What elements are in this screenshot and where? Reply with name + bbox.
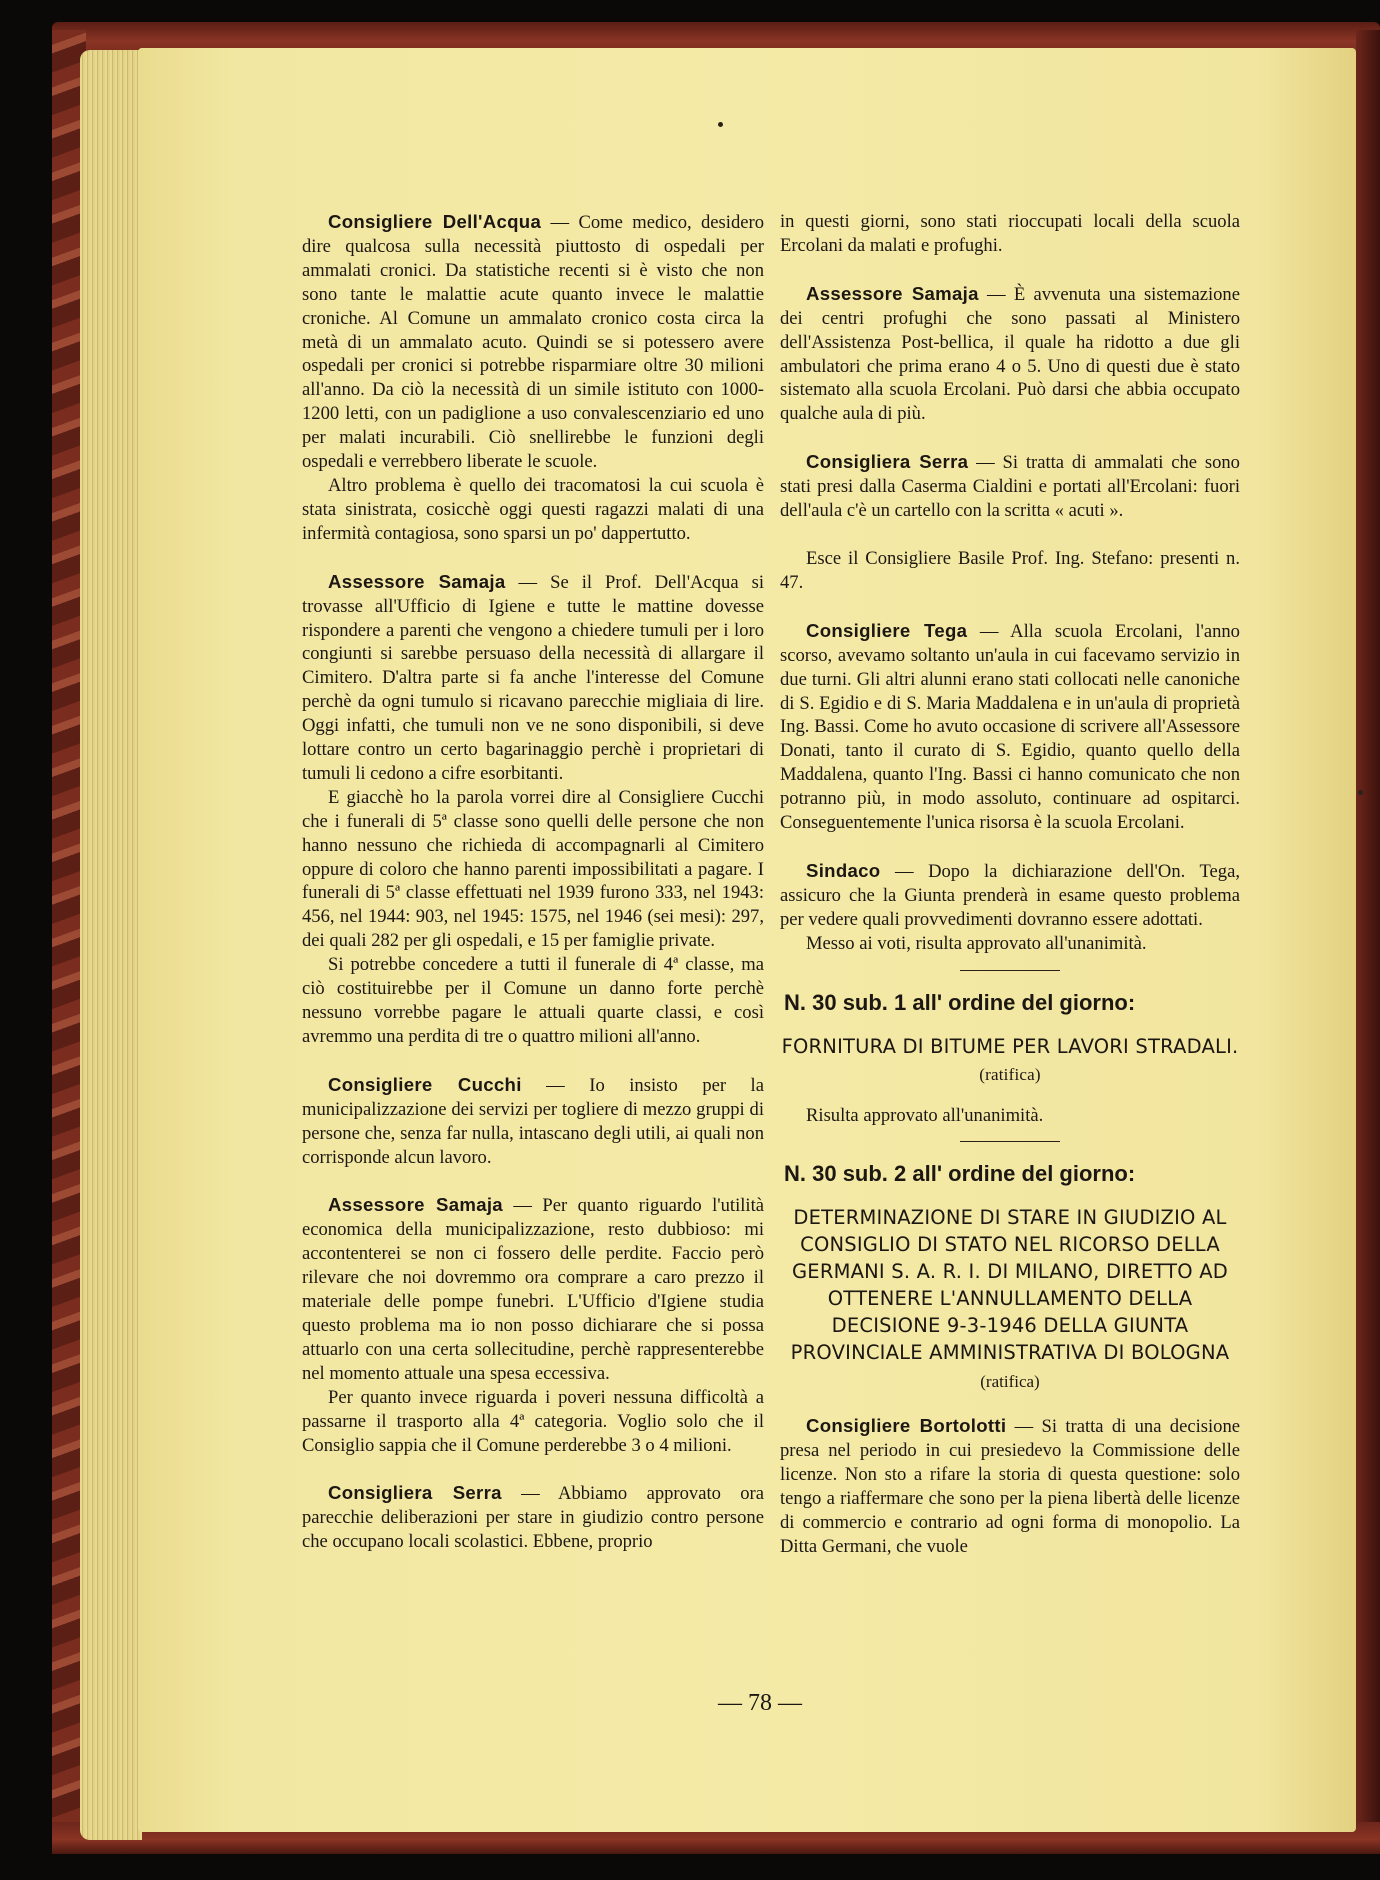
paragraph: E giacchè ho la parola vorrei dire al Consigliere Cucchi che i funerali di 5ª classe sono quelli delle persone che non hanno nessuno che richieda di accompagnarli al Cimitero oppure di coloro che hanno parenti impossibilitati a pagare. I funerali di 5ª classe effettuati nel 1939 furono 333, nel 1943: 456, nel 1944: 903, nel 1945: 1575, nel 1946 (sei mesi): 297, dei quali 282 per gli ospedali, e 15 per famiglie private.: [302, 786, 764, 952]
speech-dellacqua: [302, 210, 764, 474]
speech-text: — Per quanto riguardo l'utilità economica della municipalizzazione, resto dubbioso: mi accontenterei se non ci fossero delle perdite. Faccio però rilevare che noi dovremmo ora comprare a caro prezzo il materiale delle pompe funebri. L'Ufficio d'Igiene studia questo problema ma io non posso dichiarare che si possa attuarlo con una certa sollecitudine, perchè rappresenterebbe nel momento attuale una spesa eccessiva.: [302, 1195, 764, 1384]
speech-samaja-3: [780, 282, 1240, 426]
speech-text: — Abbiamo approvato ora parecchie deliberazioni per stare in giudizio contro persone che occupano locali scolastici. Ebbene, proprio: [302, 1483, 764, 1553]
agenda-item-title: DETERMINAZIONE DI STARE IN GIUDIZIO AL CONSIGLIO DI STATO NEL RICORSO DELLA GERMANI S. A. R. I. DI MILANO, DIRETTO AD OTTENERE L'ANNULLAMENTO DELLA DECISIONE 9-3-1946 DELLA GIUNTA PROVINCIALE AMMINISTRATIVA DI BOLOGNA: [790, 1206, 1230, 1365]
page-stack-edge: [80, 50, 142, 1840]
continuation-paragraph: in questi giorni, sono stati rioccupati locali della scuola Ercolani da malati e profughi.: [780, 211, 1240, 256]
agenda-item-heading: N. 30 sub. 1 all' ordine del giorno:: [784, 989, 1136, 1015]
agenda-item-heading: N. 30 sub. 2 all' ordine del giorno:: [784, 1161, 1136, 1187]
left-column: [302, 210, 764, 1554]
ink-speck: [1358, 790, 1363, 795]
speaker-name: Consigliere Bortolotti: [806, 1415, 1007, 1437]
speaker-name: Assessore Samaja: [328, 570, 506, 592]
speech-cucchi: [302, 1073, 764, 1170]
speech-tega: [780, 619, 1240, 835]
ink-speck: [718, 122, 723, 127]
speech-text: — Si tratta di una decisione presa nel periodo in cui presiedevo la Commissione delle licenze. Non sto a rifare la storia di questa questione: solo tengo a riaffermare che sono per la piena libertà delle licenze di commercio e contrario ad ogni forma di monopolio. La Ditta Germani, che vuole: [780, 1416, 1240, 1557]
speech-text: — Io insisto per la municipalizzazione dei servizi per togliere di mezzo gruppi di persone che, senza far nulla, intascano degli utili, ai quali non corrisponde alcun lavoro.: [302, 1074, 764, 1168]
paragraph: Altro problema è quello dei tracomatosi la cui scuola è stata sinistrata, cosicchè oggi questi ragazzi malati di una infermità contagiosa, sono sparsi un po' dappertutto.: [302, 474, 764, 544]
paragraph: Esce il Consigliere Basile Prof. Ing. Stefano: presenti n. 47.: [780, 547, 1240, 593]
speaker-name: Consigliera Serra: [328, 1482, 502, 1504]
speech-bortolotti: [780, 1414, 1240, 1558]
speech-serra-2: [780, 450, 1240, 523]
speaker-name: Assessore Samaja: [806, 282, 979, 304]
agenda-item-ratifica: (ratifica): [980, 1372, 1040, 1392]
agenda-item-title-suffix: (ratifica): [979, 1064, 1041, 1084]
right-column: [780, 210, 1240, 1559]
speech-text: — Come medico, desidero dire qualcosa sulla necessità piuttosto di ospedali per ammalati cronici. Da statistiche recenti si è visto che non sono tante le malattie acute quanto invece le malattie croniche. Al Comune un ammalato cronico costa circa la metà di un ammalato acuto. Quindi se si potessero avere ospedali per cronici si potrebbe risparmiare oltre 30 milioni all'anno. Da ciò la necessità di un simile istituto con 1000-1200 letti, con un padiglione a uso convalescenziario ed uno per malati incurabili. Ciò snellirebbe le funzioni degli ospedali e verrebbero liberate le scuole.: [302, 212, 765, 473]
speaker-name: Sindaco: [806, 859, 881, 881]
speech-text: — È avvenuta una sistemazione dei centri profughi che sono passati al Ministero dell'Assistenza Post-bellica, il quale ha ridotto a due gli ambulatori che prima erano 4 o 5. Uno di questi due è stato sistemato alla scuola Ercolani. Può darsi che abbia occupato qualche aula di più.: [780, 283, 1240, 425]
speech-text: — Alla scuola Ercolani, l'anno scorso, avevamo soltanto un'aula in cui facevamo servizio in due turni. Gli altri alunni erano stati collocati nelle canoniche di S. Egidio e di S. Maria Maddalena e in un'aula di proprietà Ing. Bassi. Come ho avuto occasione di scrivere all'Assessore Donati, tanto il curato di S. Egidio, quanto quello della Maddalena, quanto l'Ing. Bassi ci hanno comunicato che non potranno più, in modo assoluto, continuare ad ospitarci. Conseguentemente l'unica risorsa è la scuola Ercolani.: [780, 620, 1240, 834]
agenda-item-result: Risulta approvato all'unanimità.: [806, 1104, 1044, 1126]
agenda-item-title: [780, 1033, 1240, 1088]
speech-text: — Dopo la dichiarazione dell'On. Tega, assicuro che la Giunta prenderà in esame questo problema per vedere quali provvedimenti dovranno essere adottati.: [780, 860, 1240, 930]
paragraph: Messo ai voti, risulta approvato all'unanimità.: [806, 932, 1147, 954]
speech-text: — Si tratta di ammalati che sono stati presi dalla Caserma Cialdini e portati all'Ercolani: fuori dell'aula c'è un cartello con la scritta « acuti ».: [780, 452, 1240, 522]
speaker-name: Consigliere Dell'Acqua: [328, 211, 542, 232]
speech-sindaco: [780, 859, 1240, 932]
section-divider: [960, 1141, 1060, 1142]
book-cover-right-edge: [1356, 30, 1380, 1854]
speaker-name: Consigliere Tega: [806, 619, 968, 641]
paragraph: Per quanto invece riguarda i poveri nessuna difficoltà a passarne il trasporto alla 4ª categoria. Voglio solo che il Consiglio sappia che il Comune perderebbe 3 o 4 milioni.: [302, 1386, 764, 1456]
speaker-name: Consigliera Serra: [806, 451, 969, 473]
speech-samaja-1: [302, 570, 764, 786]
paragraph: Si potrebbe concedere a tutti il funerale di 4ª classe, ma ciò costituirebbe per il Comune un danno forte perchè nessuno vorrebbe pagare le attuali quarte classi, e così avremmo una perdita di tre o quattro milioni all'anno.: [302, 954, 764, 1047]
speaker-name: Assessore Samaja: [328, 1194, 503, 1216]
speech-serra-1: [302, 1481, 764, 1554]
agenda-item-title-text: FORNITURA DI BITUME PER LAVORI STRADALI.: [781, 1034, 1239, 1058]
speech-text: — Se il Prof. Dell'Acqua si trovasse all'Ufficio di Igiene e tutte le mattine dovesse rispondere a parenti che vengono a chiedere tumuli per i loro congiunti si sarebbe persuaso della necessità di allargare il Cimitero. D'altra parte si fa anche l'interesse del Comune perchè da ogni tumulo si ricavano parecchie migliaia di lire. Oggi infatti, che tumuli non ve ne sono disponibili, si deve lottare contro un certo bagarinaggio perchè i proprietari di tumuli li cedono a cifre esorbitanti.: [302, 571, 764, 784]
page-number: — 78 —: [718, 1690, 802, 1716]
speaker-name: Consigliere Cucchi: [328, 1073, 522, 1095]
speech-samaja-2: [302, 1193, 764, 1385]
section-divider: [960, 970, 1060, 971]
